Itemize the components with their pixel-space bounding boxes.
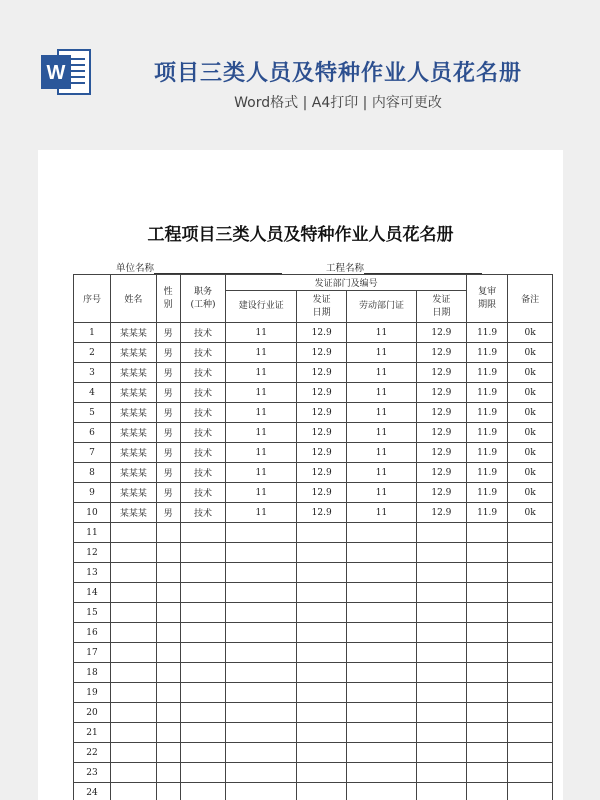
cell-labor-dept-cert xyxy=(347,683,417,703)
cell-issue-date-b xyxy=(416,623,466,643)
cell-seq: 11 xyxy=(74,523,111,543)
cell-construction-cert: 11 xyxy=(226,503,297,523)
cell-construction-cert xyxy=(226,743,297,763)
cell-construction-cert: 11 xyxy=(226,463,297,483)
col-header-review: 复审 期限 xyxy=(466,275,507,323)
cell-gender xyxy=(156,543,180,563)
cell-construction-cert: 11 xyxy=(226,323,297,343)
cell-issue-date-a xyxy=(297,523,347,543)
cell-construction-cert xyxy=(226,703,297,723)
cell-name: 某某某 xyxy=(111,343,157,363)
cell-gender: 男 xyxy=(156,443,180,463)
cell-labor-dept-cert xyxy=(347,703,417,723)
cell-review xyxy=(466,783,507,800)
cell-review: 11.9 xyxy=(466,423,507,443)
cell-issue-date-b: 12.9 xyxy=(416,503,466,523)
table-row xyxy=(74,483,553,503)
roster-body xyxy=(74,323,553,800)
cell-remark xyxy=(508,543,553,563)
cell-construction-cert xyxy=(226,723,297,743)
cell-name: 某某某 xyxy=(111,503,157,523)
cell-gender: 男 xyxy=(156,403,180,423)
cell-construction-cert: 11 xyxy=(226,363,297,383)
cell-job: 技术 xyxy=(180,363,226,383)
cell-gender xyxy=(156,783,180,800)
cell-review: 11.9 xyxy=(466,403,507,423)
cell-job: 技术 xyxy=(180,323,226,343)
cell-construction-cert: 11 xyxy=(226,483,297,503)
cell-issue-date-a: 12.9 xyxy=(297,363,347,383)
cell-seq: 14 xyxy=(74,583,111,603)
table-row xyxy=(74,723,553,743)
cell-name xyxy=(111,603,157,623)
cell-name: 某某某 xyxy=(111,423,157,443)
cell-review xyxy=(466,663,507,683)
cell-seq: 5 xyxy=(74,403,111,423)
cell-construction-cert xyxy=(226,763,297,783)
cell-remark xyxy=(508,723,553,743)
cell-issue-date-a xyxy=(297,583,347,603)
cell-issue-date-a xyxy=(297,543,347,563)
cell-job: 技术 xyxy=(180,483,226,503)
project-name-label: 工程名称 xyxy=(326,263,365,274)
cell-seq: 18 xyxy=(74,663,111,683)
table-row xyxy=(74,503,553,523)
cell-review: 11.9 xyxy=(466,483,507,503)
cell-issue-date-b xyxy=(416,523,466,543)
col-header-cert-group: 发证部门及编号 xyxy=(226,275,467,291)
cell-labor-dept-cert: 11 xyxy=(347,483,417,503)
project-name-field xyxy=(326,260,482,274)
cell-issue-date-b xyxy=(416,703,466,723)
cell-remark xyxy=(508,603,553,623)
cell-labor-dept-cert: 11 xyxy=(347,363,417,383)
cell-seq: 20 xyxy=(74,703,111,723)
cell-seq: 4 xyxy=(74,383,111,403)
cell-issue-date-b xyxy=(416,543,466,563)
cell-labor-dept-cert xyxy=(347,723,417,743)
cell-labor-dept-cert xyxy=(347,523,417,543)
cell-issue-date-a: 12.9 xyxy=(297,503,347,523)
cell-gender: 男 xyxy=(156,363,180,383)
roster-table xyxy=(73,274,553,800)
cell-remark: 0k xyxy=(508,383,553,403)
col-header-issue-date-a: 发证 日期 xyxy=(297,291,347,323)
col-header-job: 职务 (工种) xyxy=(180,275,226,323)
cell-issue-date-b xyxy=(416,603,466,623)
cell-job xyxy=(180,683,226,703)
cell-remark xyxy=(508,743,553,763)
cell-seq: 23 xyxy=(74,763,111,783)
cell-name: 某某某 xyxy=(111,383,157,403)
cell-remark xyxy=(508,783,553,800)
cell-seq: 7 xyxy=(74,443,111,463)
cell-name xyxy=(111,743,157,763)
cell-remark xyxy=(508,683,553,703)
col-header-gender: 性 别 xyxy=(156,275,180,323)
cell-job xyxy=(180,663,226,683)
table-row xyxy=(74,603,553,623)
cell-job: 技术 xyxy=(180,463,226,483)
cell-job xyxy=(180,783,226,800)
cell-gender: 男 xyxy=(156,483,180,503)
cell-gender xyxy=(156,703,180,723)
cell-labor-dept-cert xyxy=(347,563,417,583)
cell-name: 某某某 xyxy=(111,323,157,343)
cell-issue-date-b xyxy=(416,763,466,783)
cell-remark xyxy=(508,763,553,783)
cell-issue-date-a xyxy=(297,743,347,763)
cell-seq: 22 xyxy=(74,743,111,763)
cell-gender: 男 xyxy=(156,463,180,483)
cell-issue-date-b xyxy=(416,683,466,703)
table-row xyxy=(74,623,553,643)
cell-review xyxy=(466,743,507,763)
cell-gender xyxy=(156,683,180,703)
cell-issue-date-a: 12.9 xyxy=(297,463,347,483)
table-row xyxy=(74,683,553,703)
cell-review xyxy=(466,623,507,643)
cell-issue-date-a: 12.9 xyxy=(297,323,347,343)
cell-review xyxy=(466,583,507,603)
cell-issue-date-a: 12.9 xyxy=(297,403,347,423)
cell-construction-cert: 11 xyxy=(226,383,297,403)
cell-issue-date-b xyxy=(416,663,466,683)
cell-job xyxy=(180,743,226,763)
table-row xyxy=(74,443,553,463)
cell-seq: 16 xyxy=(74,623,111,643)
cell-name: 某某某 xyxy=(111,463,157,483)
cell-remark xyxy=(508,623,553,643)
cell-gender xyxy=(156,743,180,763)
cell-review xyxy=(466,603,507,623)
cell-issue-date-b: 12.9 xyxy=(416,343,466,363)
cell-seq: 24 xyxy=(74,783,111,800)
col-header-construction-cert: 建设行业证 xyxy=(226,291,297,323)
cell-name: 某某某 xyxy=(111,363,157,383)
table-row xyxy=(74,743,553,763)
cell-name xyxy=(111,543,157,563)
cell-issue-date-a xyxy=(297,643,347,663)
cell-issue-date-a xyxy=(297,703,347,723)
table-row xyxy=(74,583,553,603)
cell-remark: 0k xyxy=(508,363,553,383)
cell-job xyxy=(180,763,226,783)
cell-review xyxy=(466,723,507,743)
cell-name xyxy=(111,703,157,723)
cell-remark: 0k xyxy=(508,403,553,423)
cell-issue-date-b: 12.9 xyxy=(416,443,466,463)
cell-seq: 15 xyxy=(74,603,111,623)
cell-construction-cert xyxy=(226,583,297,603)
cell-issue-date-b: 12.9 xyxy=(416,363,466,383)
table-row xyxy=(74,343,553,363)
cell-gender: 男 xyxy=(156,323,180,343)
cell-review: 11.9 xyxy=(466,503,507,523)
cell-issue-date-a: 12.9 xyxy=(297,483,347,503)
col-header-remark: 备注 xyxy=(508,275,553,323)
cell-job xyxy=(180,523,226,543)
col-header-labor-dept-cert: 劳动部门证 xyxy=(347,291,417,323)
cell-job xyxy=(180,563,226,583)
cell-name xyxy=(111,563,157,583)
cell-job: 技术 xyxy=(180,383,226,403)
cell-gender: 男 xyxy=(156,383,180,403)
cell-labor-dept-cert: 11 xyxy=(347,403,417,423)
cell-issue-date-a xyxy=(297,603,347,623)
cell-seq: 17 xyxy=(74,643,111,663)
cell-job: 技术 xyxy=(180,503,226,523)
cell-seq: 6 xyxy=(74,423,111,443)
cell-review: 11.9 xyxy=(466,323,507,343)
cell-seq: 21 xyxy=(74,723,111,743)
cell-remark: 0k xyxy=(508,443,553,463)
cell-name xyxy=(111,523,157,543)
cell-seq: 2 xyxy=(74,343,111,363)
cell-gender xyxy=(156,643,180,663)
cell-issue-date-a xyxy=(297,563,347,583)
table-row xyxy=(74,523,553,543)
cell-remark: 0k xyxy=(508,323,553,343)
banner-header xyxy=(0,0,600,150)
cell-name: 某某某 xyxy=(111,403,157,423)
table-row xyxy=(74,703,553,723)
cell-issue-date-b: 12.9 xyxy=(416,483,466,503)
cell-labor-dept-cert xyxy=(347,583,417,603)
cell-remark: 0k xyxy=(508,483,553,503)
cell-name: 某某某 xyxy=(111,483,157,503)
unit-name-label: 单位名称 xyxy=(116,263,155,274)
cell-labor-dept-cert xyxy=(347,663,417,683)
cell-review xyxy=(466,703,507,723)
cell-job xyxy=(180,723,226,743)
cell-gender: 男 xyxy=(156,343,180,363)
cell-gender xyxy=(156,763,180,783)
cell-remark xyxy=(508,583,553,603)
cell-gender xyxy=(156,723,180,743)
document-page xyxy=(38,150,563,800)
cell-job: 技术 xyxy=(180,343,226,363)
cell-labor-dept-cert: 11 xyxy=(347,443,417,463)
cell-construction-cert xyxy=(226,683,297,703)
cell-issue-date-b: 12.9 xyxy=(416,323,466,343)
cell-construction-cert xyxy=(226,543,297,563)
cell-job xyxy=(180,583,226,603)
cell-review xyxy=(466,523,507,543)
svg-text:W: W xyxy=(46,62,66,84)
cell-construction-cert xyxy=(226,563,297,583)
cell-review xyxy=(466,563,507,583)
cell-gender xyxy=(156,603,180,623)
cell-gender xyxy=(156,583,180,603)
cell-issue-date-b xyxy=(416,643,466,663)
cell-gender xyxy=(156,663,180,683)
cell-job: 技术 xyxy=(180,403,226,423)
cell-job xyxy=(180,603,226,623)
cell-construction-cert: 11 xyxy=(226,423,297,443)
cell-gender xyxy=(156,563,180,583)
cell-issue-date-b xyxy=(416,783,466,800)
cell-name xyxy=(111,723,157,743)
document-title: 工程项目三类人员及特种作业人员花名册 xyxy=(147,225,454,245)
cell-issue-date-a xyxy=(297,663,347,683)
cell-name xyxy=(111,623,157,643)
cell-review: 11.9 xyxy=(466,443,507,463)
word-document-icon xyxy=(40,47,92,97)
cell-gender: 男 xyxy=(156,423,180,443)
table-row xyxy=(74,423,553,443)
cell-seq: 19 xyxy=(74,683,111,703)
cell-name xyxy=(111,583,157,603)
cell-review xyxy=(466,763,507,783)
table-row xyxy=(74,783,553,800)
cell-issue-date-b: 12.9 xyxy=(416,383,466,403)
cell-name xyxy=(111,643,157,663)
cell-seq: 8 xyxy=(74,463,111,483)
cell-issue-date-b: 12.9 xyxy=(416,403,466,423)
cell-issue-date-a: 12.9 xyxy=(297,383,347,403)
cell-job xyxy=(180,703,226,723)
cell-issue-date-a: 12.9 xyxy=(297,343,347,363)
table-row xyxy=(74,323,553,343)
cell-issue-date-a xyxy=(297,723,347,743)
cell-remark xyxy=(508,663,553,683)
cell-construction-cert: 11 xyxy=(226,443,297,463)
cell-job xyxy=(180,643,226,663)
cell-construction-cert xyxy=(226,783,297,800)
cell-issue-date-a xyxy=(297,783,347,800)
cell-issue-date-b: 12.9 xyxy=(416,423,466,443)
cell-construction-cert xyxy=(226,603,297,623)
cell-remark: 0k xyxy=(508,463,553,483)
unit-name-field xyxy=(116,260,282,274)
cell-review: 11.9 xyxy=(466,383,507,403)
cell-issue-date-b xyxy=(416,723,466,743)
cell-job xyxy=(180,623,226,643)
cell-seq: 3 xyxy=(74,363,111,383)
col-header-issue-date-b: 发证 日期 xyxy=(416,291,466,323)
cell-labor-dept-cert xyxy=(347,623,417,643)
cell-gender: 男 xyxy=(156,503,180,523)
cell-labor-dept-cert xyxy=(347,763,417,783)
cell-seq: 9 xyxy=(74,483,111,503)
page-title: 项目三类人员及特种作业人员花名册 xyxy=(153,61,522,86)
cell-review xyxy=(466,683,507,703)
cell-labor-dept-cert: 11 xyxy=(347,323,417,343)
cell-review xyxy=(466,543,507,563)
cell-seq: 1 xyxy=(74,323,111,343)
cell-job: 技术 xyxy=(180,443,226,463)
cell-labor-dept-cert: 11 xyxy=(347,343,417,363)
cell-review: 11.9 xyxy=(466,343,507,363)
cell-issue-date-b xyxy=(416,563,466,583)
cell-remark: 0k xyxy=(508,343,553,363)
table-row xyxy=(74,643,553,663)
cell-remark xyxy=(508,643,553,663)
cell-labor-dept-cert xyxy=(347,603,417,623)
table-row xyxy=(74,363,553,383)
cell-labor-dept-cert xyxy=(347,643,417,663)
cell-construction-cert xyxy=(226,523,297,543)
table-row xyxy=(74,563,553,583)
cell-job xyxy=(180,543,226,563)
cell-remark: 0k xyxy=(508,503,553,523)
project-name-blank xyxy=(364,264,482,274)
cell-name: 某某某 xyxy=(111,443,157,463)
cell-labor-dept-cert: 11 xyxy=(347,383,417,403)
cell-issue-date-a xyxy=(297,623,347,643)
cell-seq: 10 xyxy=(74,503,111,523)
cell-remark: 0k xyxy=(508,423,553,443)
table-row xyxy=(74,463,553,483)
col-header-seq: 序号 xyxy=(74,275,111,323)
cell-remark xyxy=(508,703,553,723)
cell-name xyxy=(111,683,157,703)
cell-review: 11.9 xyxy=(466,463,507,483)
col-header-name: 姓名 xyxy=(111,275,157,323)
cell-issue-date-a xyxy=(297,683,347,703)
cell-labor-dept-cert: 11 xyxy=(347,463,417,483)
cell-name xyxy=(111,663,157,683)
cell-construction-cert xyxy=(226,643,297,663)
cell-remark xyxy=(508,563,553,583)
table-row xyxy=(74,403,553,423)
cell-labor-dept-cert: 11 xyxy=(347,503,417,523)
table-row xyxy=(74,543,553,563)
cell-name xyxy=(111,763,157,783)
table-row xyxy=(74,383,553,403)
unit-name-blank xyxy=(154,264,282,274)
cell-remark xyxy=(508,523,553,543)
page-subtitle: Word格式 | A4打印 | 内容可更改 xyxy=(234,95,442,111)
cell-labor-dept-cert xyxy=(347,783,417,800)
cell-labor-dept-cert: 11 xyxy=(347,423,417,443)
cell-issue-date-a: 12.9 xyxy=(297,423,347,443)
cell-construction-cert xyxy=(226,623,297,643)
cell-seq: 12 xyxy=(74,543,111,563)
cell-construction-cert: 11 xyxy=(226,403,297,423)
cell-name xyxy=(111,783,157,800)
cell-gender xyxy=(156,523,180,543)
cell-construction-cert xyxy=(226,663,297,683)
cell-issue-date-a xyxy=(297,763,347,783)
cell-seq: 13 xyxy=(74,563,111,583)
cell-review xyxy=(466,643,507,663)
cell-issue-date-b: 12.9 xyxy=(416,463,466,483)
cell-issue-date-b xyxy=(416,583,466,603)
cell-issue-date-a: 12.9 xyxy=(297,443,347,463)
cell-issue-date-b xyxy=(416,743,466,763)
cell-job: 技术 xyxy=(180,423,226,443)
table-row xyxy=(74,763,553,783)
cell-construction-cert: 11 xyxy=(226,343,297,363)
cell-labor-dept-cert xyxy=(347,543,417,563)
table-row xyxy=(74,663,553,683)
cell-review: 11.9 xyxy=(466,363,507,383)
cell-labor-dept-cert xyxy=(347,743,417,763)
cell-gender xyxy=(156,623,180,643)
